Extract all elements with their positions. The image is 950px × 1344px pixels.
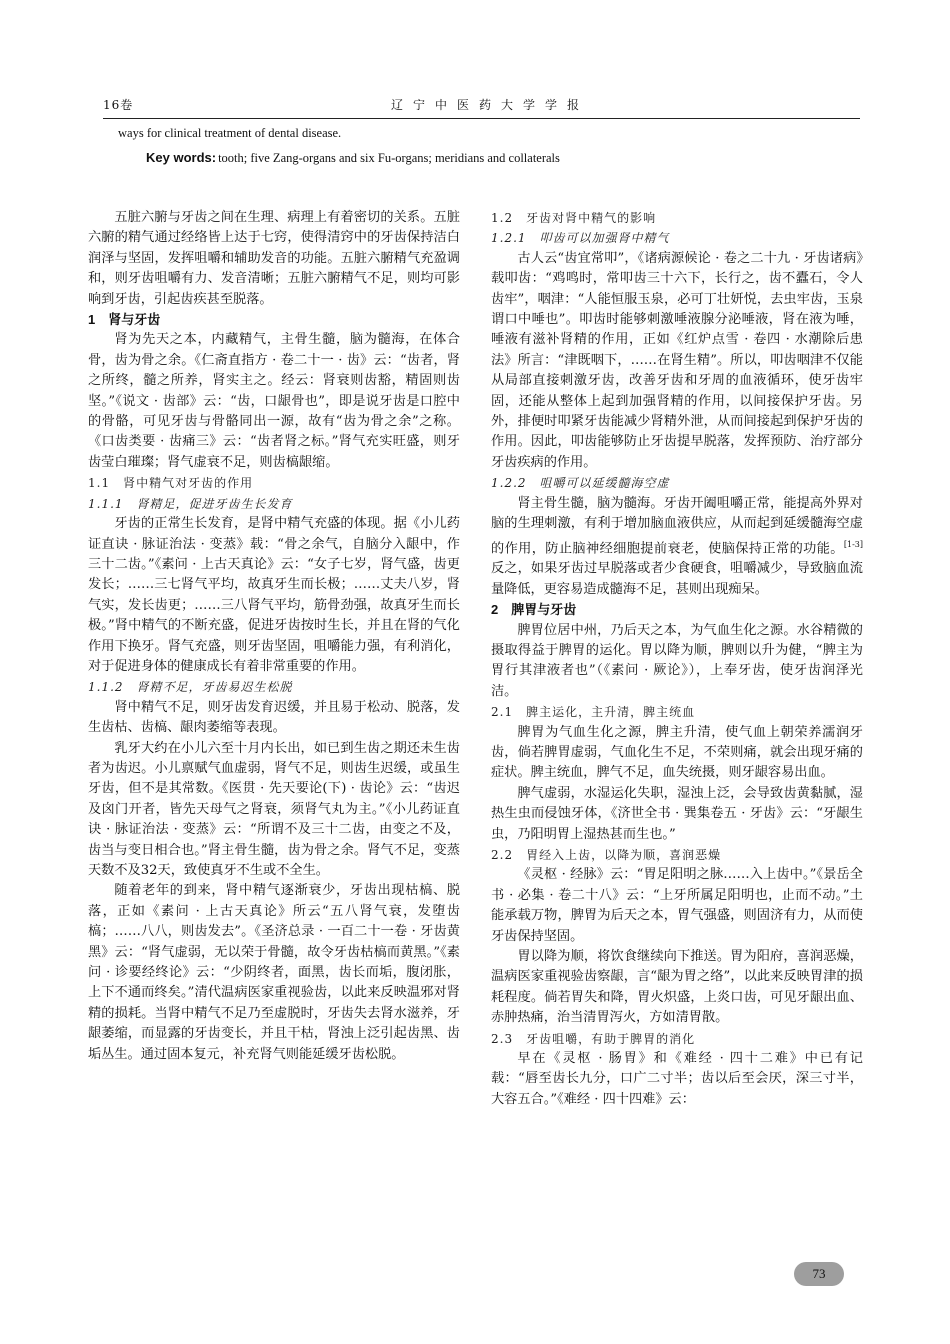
paragraph-text: 肾主骨生髓，脑为髓海。牙齿开阖咀嚼正常，能提高外界对脑的生理刺激，有利于增加脑血液供应，从而起到延缓髓海空虚的作用，防止脑神经细胞提前衰老，使脑保持正常的功能。 [491, 495, 863, 556]
keywords-line [146, 150, 560, 166]
running-header [103, 93, 860, 115]
section-1-2-1-title: 1.2.1 叩齿可以加强肾中精气 [491, 231, 670, 246]
left-column [88, 208, 460, 1065]
keywords-text: tooth; five Zang-organs and six Fu-organs; meridians and collaterals [218, 151, 560, 165]
paragraph: 脾胃位居中州，乃后天之本，为气血生化之源。水谷精微的摄取得益于脾胃的运化。胃以降为顺，脾则以升为健，“脾主为胃行其津液者也”（《素问 · 厥论》），上奉牙齿，使牙齿润泽光洁。 [491, 622, 863, 699]
section-1-2-2-title: 1.2.2 咀嚼可以延缓髓海空虚 [491, 476, 670, 491]
paragraph: 肾中精气不足，则牙齿发育迟缓，并且易于松动、脱落，发生齿枯、齿槁、龈肉萎缩等表现。 [88, 699, 460, 736]
section-2-2-title: 2.2 胃经入上齿，以降为顺，喜润恶燥 [491, 847, 722, 862]
paragraph: 脾气虚弱，水湿运化失职，湿浊上泛，会导致齿黄黏腻，湿热生虫而侵蚀牙体，《济世全书 · 巽集卷五 · 牙齿》云：“牙龈生虫，乃阳明胃上湿热甚而生也。” [491, 785, 863, 842]
header-rule [103, 118, 860, 119]
paragraph: 脾胃为气血生化之源，脾主升清，使气血上朝荣养濡润牙齿，倘若脾胃虚弱，气血化生不足，不荣则痛，就会出现牙痛的症状。脾主统血，脾气不足，血失统摄，则牙龈容易出血。 [491, 724, 863, 781]
section-1-1-1-title: 1.1.1 肾精足，促进牙齿生长发育 [88, 496, 293, 511]
paragraph [491, 494, 863, 600]
paragraph-text: 反之，如果牙齿过早脱落或者少食硬食，咀嚼减少，导致脑血流量降低，更容易造成髓海不足，甚则出现痴呆。 [491, 561, 863, 597]
section-1-title: 1 肾与牙齿 [88, 312, 161, 328]
paragraph: 肾为先天之本，内藏精气，主骨生髓，脑为髓海，在体合骨，齿为骨之余。《仁斋直指方 · 卷二十一 · 齿》云：“齿者，肾之所终，髓之所养，肾实主之。经云：肾衰则齿豁，精固则齿坚。”《说文 · 齿部》云：“齿，口龈骨也”，即是说牙齿是口腔中的骨骼，可见牙齿与骨骼同出一源，故有“齿为骨之余”之称。《口齿类要 · 齿痛三》云：“齿者肾之标。”肾气充实旺盛，则牙齿莹白璀璨；肾气虚衰不足，则齿槁龈缩。 [88, 332, 460, 470]
paragraph: 古人云“齿宜常叩”，《诸病源候论 · 卷之二十九 · 牙齿诸病》载叩齿：“鸡鸣时，常叩齿三十六下，长行之，齿不蠹石，令人齿牢”，咽津：“人能恒服玉泉，必可丁壮妍悦，去虫牢齿，玉泉谓口中唾也”。叩齿时能够刺激唾液腺分泌唾液，肾在液为唾，唾液有滋补肾精的作用，正如《红炉点雪 · 卷四 · 水潮除后患法》所言：“津既咽下，……在肾生精”。所以，叩齿咽津不仅能从局部直接刺激牙齿，改善牙齿和牙周的血液循环，使牙齿牢固，还能从整体上起到加强肾精的作用，以间接保护牙齿。另外，排便时叩紧牙齿能减少肾精外泄，从而间接起到保护牙齿的作用。因此，叩齿能够防止牙齿提早脱落，发挥预防、治疗部分牙齿疾病的作用。 [491, 250, 863, 470]
paragraph: 乳牙大约在小儿六至十月内长出，如已到生齿之期还未生齿者为齿迟。小儿禀赋气血虚弱，肾气不足，则齿生迟缓，或虽生牙齿，但不是其常数。《医贯 · 先天要论(下) · 齿论》云：“齿迟及囟门开者，皆先天母气之肾衰，须肾气丸为主。”《小儿药证直诀 · 脉证治法 · 变蒸》云：“所谓不及三十二齿，由变之不及，齿当与变日相合也。”肾主骨生髓，齿为骨之余。肾气不足，变蒸天数不及32天，致使真牙不生或不全生。 [88, 740, 460, 878]
section-2-title: 2 脾胃与牙齿 [491, 602, 577, 618]
section-1-1-2-title: 1.1.2 肾精不足，牙齿易迟生松脱 [88, 680, 293, 695]
section-2-1-title: 2.1 脾主运化，主升清，脾主统血 [491, 705, 696, 720]
section-1-1-title: 1.1 肾中精气对牙齿的作用 [88, 476, 254, 491]
intro-paragraph: 五脏六腑与牙齿之间在生理、病理上有着密切的关系。五脏六腑的精气通过经络皆上达于七窍，使得清窍中的牙齿保持洁白润泽与坚固，发挥咀嚼和辅助发音的功能。五脏六腑精气充盈调和，则牙齿咀嚼有力、发音清晰；五脏六腑精气不足，则均可影响到牙齿，引起齿疾甚至脱落。 [88, 210, 460, 307]
page-number: 73 [794, 1262, 844, 1286]
citation-ref[interactable]: [1-3] [843, 539, 863, 549]
abstract-tail: ways for clinical treatment of dental disease. [118, 126, 342, 140]
section-2-3-title: 2.3 牙齿咀嚼，有助于脾胃的消化 [491, 1031, 696, 1046]
journal-title: 辽宁中医药大学学报 [391, 98, 590, 112]
paragraph: 随着老年的到来，肾中精气逐渐衰少，牙齿出现枯槁、脱落，正如《素问 · 上古天真论》所云“五八肾气衰，发堕齿槁；……八八，则齿发去”。《圣济总录 · 一百二十一卷 · 牙齿黄黑》云：“肾气虚弱，无以荣于骨髓，故令牙齿枯槁而黄黑。”《素问 · 诊要经终论》云：“少阴终者，面黑，齿长而垢，腹闭胀，上下不通而终矣。”清代温病医家重视验齿，以此来反映温邪对肾精的损耗。当肾中精气不足乃至虚脱时，牙齿失去肾水滋养，牙龈萎缩，而显露的牙齿变长，并且干枯，肾浊上泛引起齿黑、齿垢丛生。通过固本复元，补充肾气则能延缓牙齿松脱。 [88, 883, 460, 1062]
section-1-2-title: 1.2 牙齿对肾中精气的影响 [491, 211, 657, 225]
paragraph: 胃以降为顺，将饮食继续向下推送。胃为阳府，喜润恶燥，温病医家重视验齿察龈，言“龈为胃之络”，以此来反映胃津的损耗程度。倘若胃失和降，胃火炽盛，上炎口齿，可见牙龈出血、赤肿热痛，治当清胃泻火，方如清胃散。 [491, 949, 863, 1026]
volume-label: 16卷 [103, 98, 134, 112]
right-column [491, 208, 863, 1110]
paragraph: 牙齿的正常生长发育，是肾中精气充盛的体现。据《小儿药证直诀 · 脉证治法 · 变蒸》载：“骨之余气，自脑分入龈中，作三十二齿。”《素问 · 上古天真论》云：“女子七岁，肾气盛，齿更发长；……三七肾气平均，故真牙生而长极；……丈夫八岁，肾气实，发长齿更；……三八肾气平均，筋骨劲强，故真牙生而长极。”肾中精气的不断充盛，促进牙齿按时生长，并且在肾的气化作用下换牙。肾气充盛，则牙齿坚固，咀嚼能力强，有利消化，对于促进身体的健康成长有着非常重要的作用。 [88, 516, 460, 674]
keywords-label: Key words: [146, 150, 217, 165]
paragraph: 《灵枢 · 经脉》云：“胃足阳明之脉……入上齿中。”《景岳全书 · 必集 · 卷二十八》云：“上牙所属足阳明也，止而不动。”土能承载万物，脾胃为后天之本，胃气强盛，则固济有力，从而使牙齿保持坚固。 [491, 867, 863, 944]
paragraph: 早在《灵枢 · 肠胃》和《难经 · 四十二难》中已有记载：“唇至齿长九分，口广二寸半；齿以后至会厌，深三寸半，大容五合。”《难经 · 四十四难》云： [491, 1051, 863, 1107]
